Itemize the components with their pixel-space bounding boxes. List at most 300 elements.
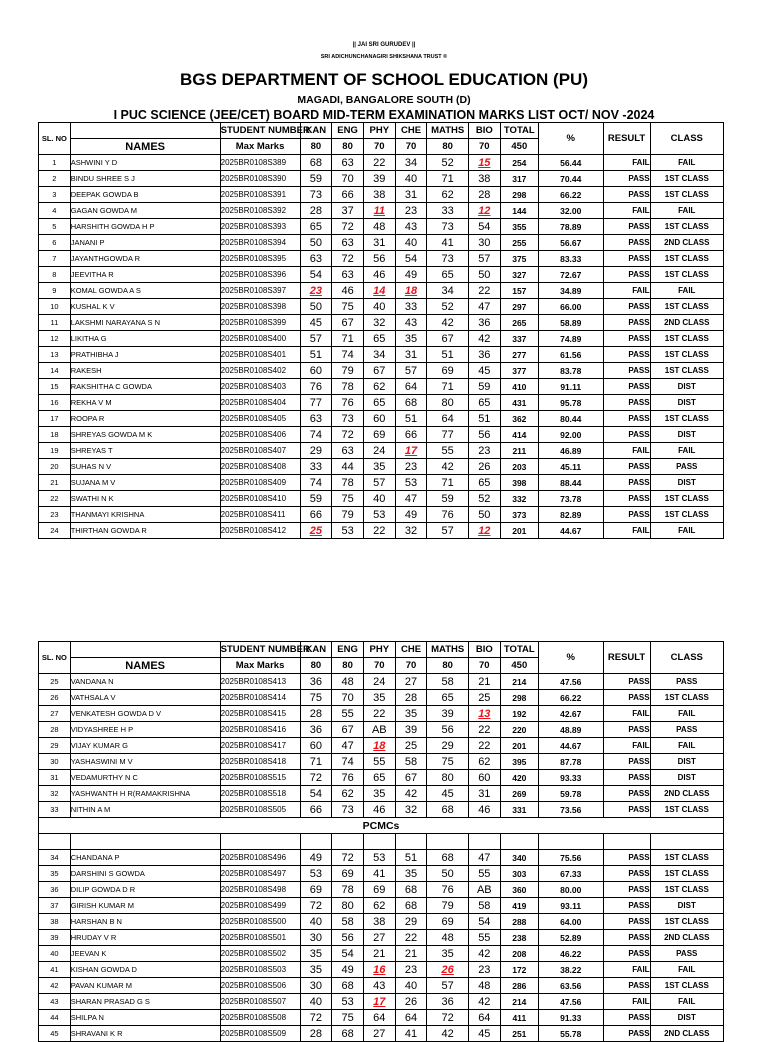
subject-mark (332, 930, 364, 946)
subject-mark (332, 523, 364, 539)
mark-value: 46 (373, 268, 386, 281)
subject-mark (468, 363, 500, 379)
subject-mark (332, 267, 364, 283)
mark-value: 28 (309, 707, 322, 720)
student-number: 2025BR0108S410 (220, 491, 300, 507)
subject-mark (427, 930, 469, 946)
mark-value: 62 (373, 380, 386, 393)
max-marks-value: 70 (363, 139, 395, 155)
subject-mark (363, 251, 395, 267)
student-name: DARSHINI S GOWDA (70, 866, 220, 882)
class-grade: 1ST CLASS (650, 347, 723, 363)
subject-mark (427, 267, 469, 283)
student-number: 2025BR0108S409 (220, 475, 300, 491)
serial-number: 32 (39, 786, 71, 802)
student-row (39, 706, 724, 722)
class-grade: 1ST CLASS (650, 914, 723, 930)
mark-value: 49 (404, 508, 418, 521)
percentage: 48.89 (538, 722, 603, 738)
max-total-value: 450 (500, 658, 538, 674)
subject-mark (300, 459, 332, 475)
result: PASS (603, 898, 650, 914)
subject-mark (300, 507, 332, 523)
mark-value: 76 (441, 883, 454, 896)
subject-mark (363, 219, 395, 235)
total-marks: 220 (500, 722, 538, 738)
subject-mark (332, 443, 364, 459)
subject-mark (395, 523, 427, 539)
subject-header-phy: PHY (363, 642, 395, 658)
class-grade: 1ST CLASS (650, 802, 723, 818)
student-number-header: STUDENT NUMBER (220, 123, 300, 139)
total-marks: 157 (500, 283, 538, 299)
subject-mark (395, 898, 427, 914)
serial-number: 9 (39, 283, 71, 299)
student-name: VIDYASHREE H P (70, 722, 220, 738)
failing-mark: 23 (309, 284, 322, 297)
mark-value: 60 (309, 364, 322, 377)
subject-mark (468, 802, 500, 818)
student-name: CHANDANA P (70, 850, 220, 866)
percentage: 46.22 (538, 946, 603, 962)
mark-value: 64 (441, 412, 454, 425)
mark-value: 43 (404, 316, 418, 329)
percentage: 56.67 (538, 235, 603, 251)
serial-number: 40 (39, 946, 71, 962)
subject-mark (332, 459, 364, 475)
subject-mark (300, 395, 332, 411)
failing-mark: 25 (309, 524, 322, 537)
student-row (39, 1010, 724, 1026)
student-name: JAYANTHGOWDA R (70, 251, 220, 267)
subject-mark (300, 523, 332, 539)
serial-number: 27 (39, 706, 71, 722)
serial-number: 29 (39, 738, 71, 754)
subject-mark (363, 507, 395, 523)
mark-value: 57 (441, 979, 454, 992)
mark-value: 31 (478, 787, 491, 800)
result: FAIL (603, 962, 650, 978)
subject-mark (395, 994, 427, 1010)
student-row (39, 203, 724, 219)
mark-value: 51 (404, 851, 418, 864)
subject-mark (332, 978, 364, 994)
class-grade: 1ST CLASS (650, 850, 723, 866)
subject-mark (363, 411, 395, 427)
subject-mark (395, 866, 427, 882)
student-number: 2025BR0108S406 (220, 427, 300, 443)
subject-mark (363, 283, 395, 299)
mark-value: 65 (478, 476, 491, 489)
mark-value: 80 (441, 771, 454, 784)
subject-mark (300, 235, 332, 251)
failing-mark: 15 (478, 156, 491, 169)
sl-no-header: SL. NO (39, 642, 71, 674)
mark-value: 49 (404, 268, 418, 281)
subject-mark (300, 898, 332, 914)
total-marks: 208 (500, 946, 538, 962)
student-number: 2025BR0108S506 (220, 978, 300, 994)
mark-value: 21 (478, 675, 491, 688)
serial-number: 1 (39, 155, 71, 171)
spacer-cell (332, 834, 364, 850)
subject-mark (427, 475, 469, 491)
subject-mark (363, 754, 395, 770)
subject-mark (300, 411, 332, 427)
subject-mark (300, 475, 332, 491)
total-marks: 410 (500, 379, 538, 395)
mark-value: 69 (309, 883, 322, 896)
mark-value: 45 (478, 364, 491, 377)
serial-number: 26 (39, 690, 71, 706)
mark-value: 35 (309, 963, 322, 976)
student-number: 2025BR0108S411 (220, 507, 300, 523)
mark-value: 73 (441, 252, 454, 265)
mark-value: 35 (373, 691, 386, 704)
subject-header-eng: ENG (332, 642, 364, 658)
serial-number: 36 (39, 882, 71, 898)
subject-mark (363, 443, 395, 459)
student-row (39, 491, 724, 507)
total-marks: 411 (500, 1010, 538, 1026)
percentage: 58.89 (538, 315, 603, 331)
mark-value: 58 (341, 915, 354, 928)
mark-value: 74 (341, 755, 354, 768)
subject-mark (427, 379, 469, 395)
subject-mark (300, 850, 332, 866)
mark-value: 22 (478, 739, 491, 752)
mark-value: 50 (478, 268, 491, 281)
subject-mark (427, 738, 469, 754)
mark-value: 56 (341, 931, 354, 944)
student-number: 2025BR0108S404 (220, 395, 300, 411)
spacer-cell (650, 834, 723, 850)
subject-mark (468, 155, 500, 171)
result: PASS (603, 770, 650, 786)
mark-value: 48 (341, 675, 354, 688)
mark-value: 54 (341, 947, 354, 960)
subject-mark (300, 1026, 332, 1042)
mark-value: 42 (478, 947, 491, 960)
subject-mark (363, 203, 395, 219)
subject-mark (300, 722, 332, 738)
subject-mark (468, 674, 500, 690)
student-number: 2025BR0108S407 (220, 443, 300, 459)
subject-mark (300, 770, 332, 786)
subject-header-maths: MATHS (427, 123, 469, 139)
mark-value: 65 (441, 268, 454, 281)
mark-value: 74 (309, 428, 322, 441)
mark-value: 52 (478, 492, 491, 505)
student-number: 2025BR0108S496 (220, 850, 300, 866)
student-name: HARSHITH GOWDA H P (70, 219, 220, 235)
mark-value: 64 (373, 1011, 386, 1024)
subject-mark (332, 866, 364, 882)
mark-value: 69 (373, 883, 386, 896)
mark-value: 69 (441, 915, 454, 928)
student-name: RAKSHITHA C GOWDA (70, 379, 220, 395)
mark-value: 26 (404, 995, 418, 1008)
student-number-header: STUDENT NUMBER (220, 642, 300, 658)
mark-value: 22 (373, 156, 386, 169)
mark-value: 29 (309, 444, 322, 457)
mark-value: 60 (478, 771, 491, 784)
subject-mark (427, 187, 469, 203)
student-row (39, 946, 724, 962)
mark-value: 40 (309, 995, 322, 1008)
mark-value: 62 (341, 787, 354, 800)
max-marks-value: 80 (332, 658, 364, 674)
mark-value: 62 (441, 188, 454, 201)
subject-mark (468, 299, 500, 315)
subject-mark (363, 674, 395, 690)
mark-value: 65 (373, 771, 386, 784)
subject-mark (468, 411, 500, 427)
failing-mark: 11 (373, 204, 385, 217)
mark-value: 45 (478, 1027, 491, 1040)
mark-value: 42 (478, 332, 491, 345)
percent-header: % (538, 642, 603, 674)
total-marks: 214 (500, 674, 538, 690)
subject-mark (427, 962, 469, 978)
subject-mark (363, 331, 395, 347)
max-marks-value: 70 (395, 139, 427, 155)
subject-mark (468, 491, 500, 507)
total-marks: 431 (500, 395, 538, 411)
class-grade: PASS (650, 946, 723, 962)
total-marks: 286 (500, 978, 538, 994)
mark-value: 28 (309, 204, 322, 217)
header-row (39, 123, 724, 139)
mark-value: 63 (341, 236, 354, 249)
serial-number: 16 (39, 395, 71, 411)
subject-mark (300, 690, 332, 706)
max-marks-value: 80 (300, 139, 332, 155)
subject-mark (395, 850, 427, 866)
subject-mark (332, 962, 364, 978)
subject-mark (427, 802, 469, 818)
class-grade: 1ST CLASS (650, 251, 723, 267)
student-name: DEEPAK GOWDA B (70, 187, 220, 203)
result: PASS (603, 1010, 650, 1026)
subject-mark (395, 219, 427, 235)
result: PASS (603, 299, 650, 315)
student-number: 2025BR0108S416 (220, 722, 300, 738)
serial-number: 25 (39, 674, 71, 690)
subject-header-eng: ENG (332, 123, 364, 139)
class-grade: FAIL (650, 283, 723, 299)
percentage: 73.78 (538, 491, 603, 507)
result: FAIL (603, 738, 650, 754)
mark-value: 22 (373, 524, 386, 537)
subject-mark (363, 690, 395, 706)
result: PASS (603, 219, 650, 235)
mark-value: 31 (404, 188, 418, 201)
subject-mark (363, 738, 395, 754)
mark-value: 68 (404, 899, 418, 912)
mark-value: 30 (309, 979, 322, 992)
subject-mark (427, 866, 469, 882)
mark-value: 36 (441, 995, 454, 1008)
mark-value: 66 (404, 428, 418, 441)
mark-value: 56 (373, 252, 386, 265)
student-name: ROOPA R (70, 411, 220, 427)
class-grade: 1ST CLASS (650, 267, 723, 283)
subject-mark (427, 850, 469, 866)
subject-mark (395, 706, 427, 722)
location-line: MAGADI, BANGALORE SOUTH (D) (297, 94, 471, 106)
mark-value: 57 (373, 476, 386, 489)
student-number: 2025BR0108S414 (220, 690, 300, 706)
subject-mark (395, 203, 427, 219)
result: PASS (603, 930, 650, 946)
mark-value: 27 (373, 1027, 386, 1040)
mark-value: 55 (373, 755, 386, 768)
subject-mark (395, 187, 427, 203)
total-header: TOTAL (500, 123, 538, 139)
class-grade: 1ST CLASS (650, 187, 723, 203)
serial-number: 3 (39, 187, 71, 203)
mark-value: 47 (404, 492, 418, 505)
class-grade: 1ST CLASS (650, 491, 723, 507)
mark-value: 42 (441, 316, 454, 329)
mark-value: 51 (441, 348, 454, 361)
subject-mark (300, 962, 332, 978)
result: PASS (603, 379, 650, 395)
percentage: 34.89 (538, 283, 603, 299)
class-grade: DIST (650, 475, 723, 491)
subject-mark (395, 978, 427, 994)
mark-value: 70 (341, 172, 354, 185)
total-marks: 340 (500, 850, 538, 866)
result: PASS (603, 1026, 650, 1042)
result: PASS (603, 946, 650, 962)
section-row (39, 818, 724, 834)
student-row (39, 930, 724, 946)
serial-number: 38 (39, 914, 71, 930)
total-marks: 297 (500, 299, 538, 315)
percentage: 52.89 (538, 930, 603, 946)
mark-value: 58 (441, 675, 454, 688)
total-marks: 298 (500, 690, 538, 706)
class-grade: 1ST CLASS (650, 411, 723, 427)
percentage: 70.44 (538, 171, 603, 187)
mark-value: 35 (404, 867, 418, 880)
student-row (39, 155, 724, 171)
total-marks: 419 (500, 898, 538, 914)
student-number: 2025BR0108S391 (220, 187, 300, 203)
mark-value: 21 (404, 947, 418, 960)
subject-mark (395, 770, 427, 786)
mark-value: 78 (341, 883, 354, 896)
mark-value: 53 (341, 524, 354, 537)
subject-mark (300, 738, 332, 754)
student-row (39, 738, 724, 754)
subject-mark (468, 475, 500, 491)
mark-value: 53 (373, 508, 386, 521)
percentage: 61.56 (538, 347, 603, 363)
subject-mark (332, 882, 364, 898)
mark-value: 60 (373, 412, 386, 425)
class-grade: FAIL (650, 738, 723, 754)
total-marks: 265 (500, 315, 538, 331)
class-grade: PASS (650, 674, 723, 690)
mark-value: 65 (309, 220, 322, 233)
total-marks: 395 (500, 754, 538, 770)
subject-mark (363, 898, 395, 914)
percentage: 42.67 (538, 706, 603, 722)
mark-value: 71 (441, 476, 454, 489)
mark-value: 23 (404, 963, 418, 976)
student-name: VEDAMURTHY N C (70, 770, 220, 786)
mark-value: 68 (441, 803, 454, 816)
subject-mark (427, 706, 469, 722)
subject-mark (468, 283, 500, 299)
mark-value: 57 (478, 252, 491, 265)
class-grade: 1ST CLASS (650, 690, 723, 706)
total-marks: 377 (500, 363, 538, 379)
subject-mark (395, 690, 427, 706)
subject-mark (300, 866, 332, 882)
subject-mark (395, 930, 427, 946)
subject-mark (332, 187, 364, 203)
student-number: 2025BR0108S497 (220, 866, 300, 882)
subject-mark (427, 203, 469, 219)
total-marks: 414 (500, 427, 538, 443)
mark-value: 23 (478, 963, 491, 976)
mark-value: 46 (373, 803, 386, 816)
subject-mark (363, 491, 395, 507)
subject-mark (468, 171, 500, 187)
total-marks: 373 (500, 507, 538, 523)
percentage: 88.44 (538, 475, 603, 491)
subject-mark (395, 962, 427, 978)
mark-value: 71 (341, 332, 354, 345)
student-number: 2025BR0108S502 (220, 946, 300, 962)
mark-value: 43 (404, 220, 418, 233)
student-name: SHARAN PRASAD G S (70, 994, 220, 1010)
subject-mark (468, 267, 500, 283)
subject-mark (332, 914, 364, 930)
subject-mark (468, 347, 500, 363)
subject-mark (363, 1026, 395, 1042)
student-name: HARSHAN B N (70, 914, 220, 930)
names-header: NAMES (70, 139, 220, 155)
result: PASS (603, 850, 650, 866)
student-row (39, 347, 724, 363)
serial-number: 42 (39, 978, 71, 994)
failing-mark: 14 (373, 284, 386, 297)
mark-value: 45 (309, 316, 322, 329)
class-grade: FAIL (650, 994, 723, 1010)
student-number: 2025BR0108S389 (220, 155, 300, 171)
mark-value: 72 (341, 428, 354, 441)
subject-mark (300, 155, 332, 171)
mark-value: 54 (404, 252, 418, 265)
subject-mark (395, 882, 427, 898)
subject-header-che: CHE (395, 123, 427, 139)
subject-mark (300, 379, 332, 395)
subject-mark (300, 882, 332, 898)
subject-mark (427, 523, 469, 539)
class-grade: 1ST CLASS (650, 978, 723, 994)
total-marks: 420 (500, 770, 538, 786)
class-grade: 1ST CLASS (650, 171, 723, 187)
subject-mark (300, 171, 332, 187)
subject-mark (395, 946, 427, 962)
subject-mark (300, 363, 332, 379)
mark-value: 63 (341, 156, 354, 169)
